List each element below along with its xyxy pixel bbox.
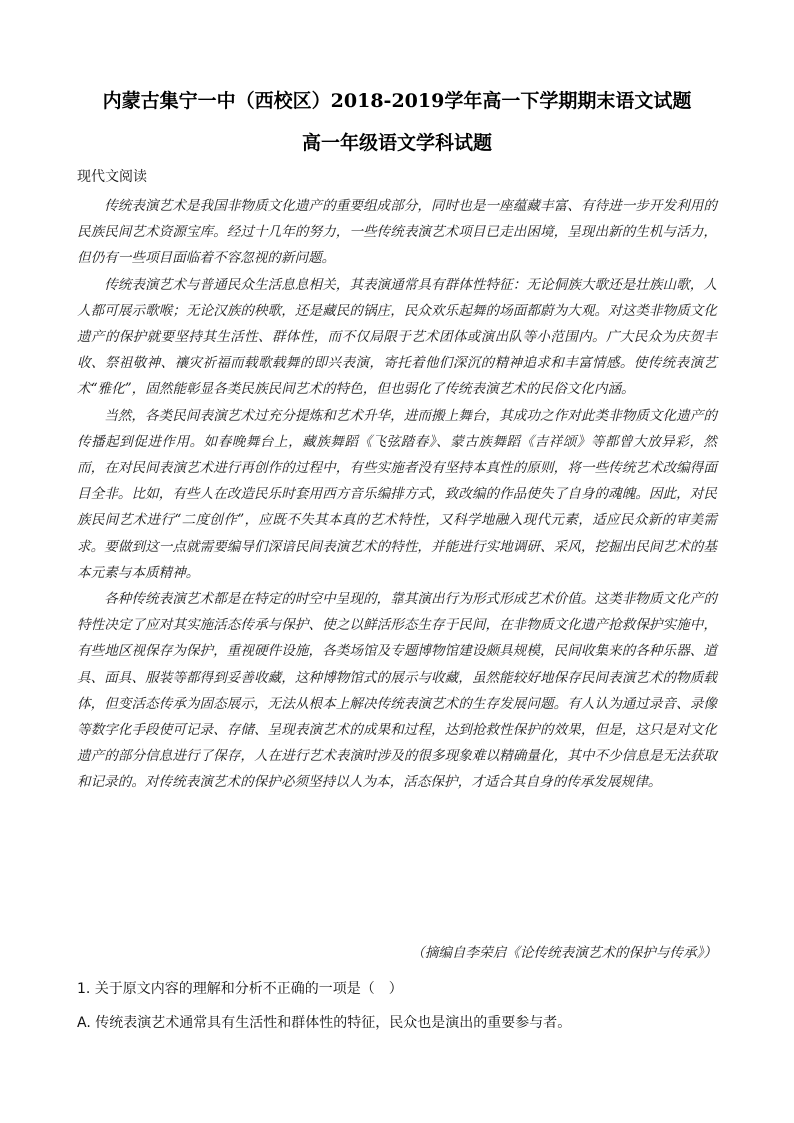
option-text: 传统表演艺术通常具有生活性和群体性的特征，民众也是演出的重要参与者。 [95, 1015, 572, 1031]
question-text: 关于原文内容的理解和分析不正确的一项是（ ） [94, 981, 403, 997]
passage-paragraph-4: 各种传统表演艺术都是在特定的时空中呈现的，靠其演出行为形式形成艺术价值。这类非物质文化产的特性决定了应对其实施活态传承与保护、使之以鲜活形态生存于民间，在非物质文化遗产抢救保护实施中，有些地区视保存为保护，重视硬件设施，各类场馆及专题博物馆建设颇具规模，民间收集来的各种乐器、道具、面具、服装等都得到妥善收藏，这种博物馆式的展示与收藏，虽然能较好地保存民间表演艺术的物质载体，但变活态传承为固态展示，无法从根本上解决传统表演艺术的生存发展问题。有人认为通过录音、录像等数字化手段使可记录、存储、呈现表演艺术的成果和过程，达到抢救性保护的效果，但是，这只是对文化遗产的部分信息进行了保存，人在进行艺术表演时涉及的很多现象难以精确量化，其中不少信息是无法获取和记录的。对传统表演艺术的保护必须坚持以人为本，活态保护，才适合其自身的传承发展规律。 [77, 591, 717, 791]
passage-source: （摘编自李荣启《论传统表演艺术的保护与传承》） [411, 945, 717, 961]
passage-paragraph-2: 传统表演艺术与普通民众生活息息相关，其表演通常具有群体性特征：无论侗族大歌还是壮族山歌，人人都可展示歌喉；无论汉族的秧歌，还是藏民的锅庄，民众欢乐起舞的场面都蔚为大观。对这类非物质文化遗产的保护就要坚持其生活性、群体性，而不仅局限于艺术团体或演出队等小范围内。广大民众为庆贺丰收、祭祖敬神、禳灾祈福而载歌载舞的即兴表演，寄托着他们深沉的精神追求和丰富情感。使传统表演艺术“雅化”，固然能彰显各类民族民间艺术的特色，但也弱化了传统表演艺术的民俗文化内涵。 [77, 276, 717, 398]
question-number: 1. [77, 981, 91, 997]
exam-title: 内蒙古集宁一中（西校区）2018-2019学年高一下学期期末语文试题 [102, 90, 692, 112]
option-letter: A. [77, 1015, 91, 1031]
passage-paragraph-3: 当然，各类民间表演艺术过充分提炼和艺术升华，进而搬上舞台，其成功之作对此类非物质文化遗产的传播起到促进作用。如春晚舞台上，藏族舞蹈《飞弦踏春》、蒙古族舞蹈《吉祥颂》等都曾大放异彩，然而，在对民间表演艺术进行再创作的过程中，有些实施者没有坚持本真性的原则，将一些传统艺术改编得面目全非。比如，有些人在改造民乐时套用西方音乐编排方式，致改编的作品使失了自身的魂魄。因此，对民族民间艺术进行“二度创作”，应既不失其本真的艺术特性，又科学地融入现代元素，适应民众新的审美需求。要做到这一点就需要编导们深谙民间表演艺术的特性，并能进行实地调研、采风，挖掘出民间艺术的基本元素与本质精神。 [77, 407, 717, 581]
option-a [77, 1012, 717, 1032]
question-1 [77, 978, 717, 998]
section-label: 现代文阅读 [77, 169, 147, 185]
reading-passage [77, 193, 717, 796]
passage-paragraph-1: 传统表演艺术是我国非物质文化遗产的重要组成部分，同时也是一座蕴藏丰富、有待进一步开发利用的民族民间艺术资源宝库。经过十几年的努力，一些传统表演艺术项目已走出困境，呈现出新的生机与活力，但仍有一些项目面临着不容忽视的新问题。 [77, 198, 717, 267]
exam-subtitle: 高一年级语文学科试题 [301, 132, 492, 154]
